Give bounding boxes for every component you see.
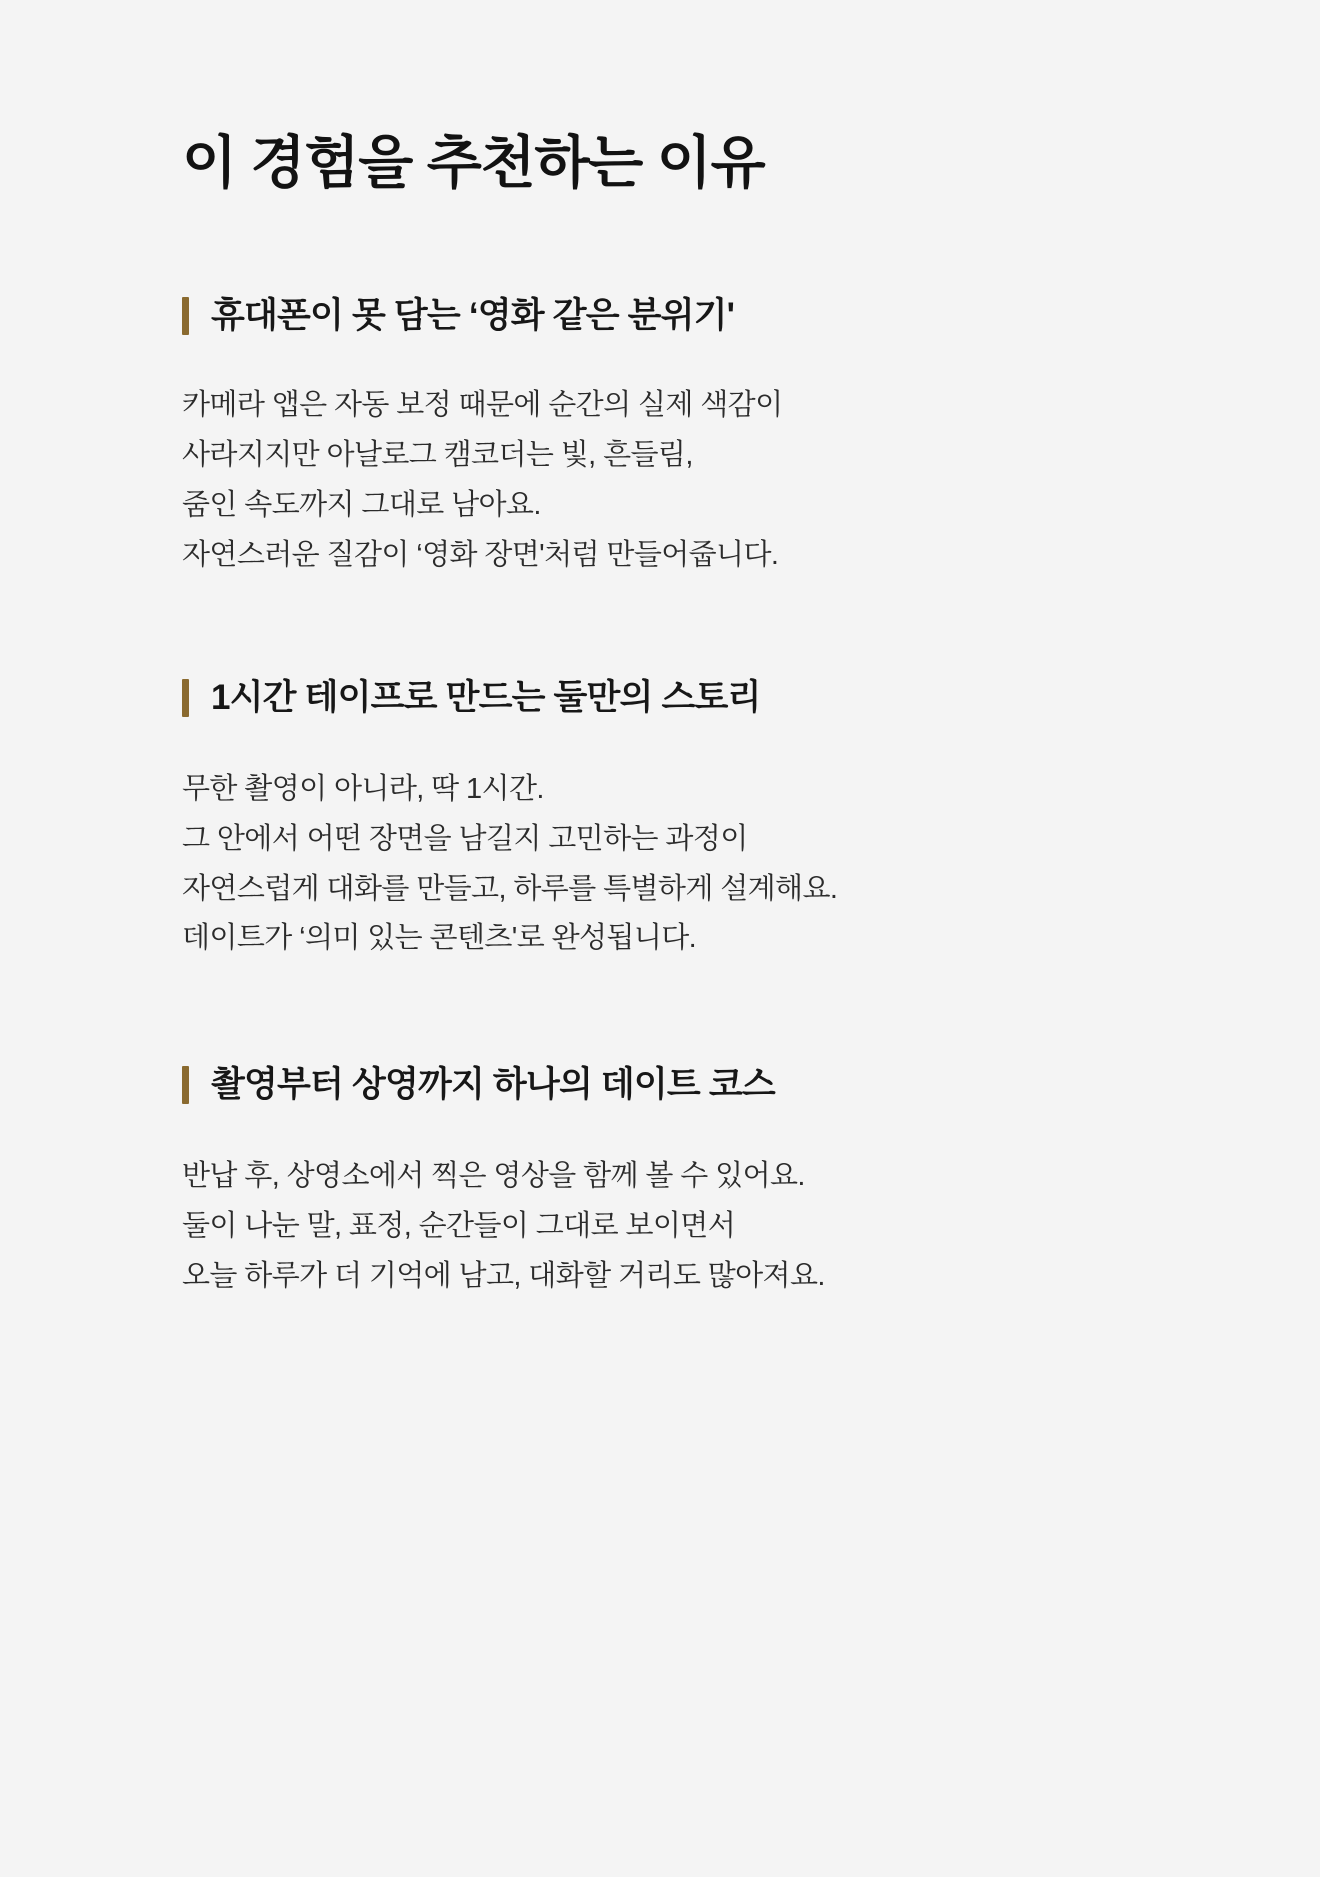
body-line: 줌인 속도까지 그대로 남아요. (182, 489, 541, 521)
reason-section-2 (182, 677, 1170, 965)
section-body-2 (182, 765, 1170, 965)
body-line: 오늘 하루가 더 기억에 남고, 대화할 거리도 많아져요. (182, 1260, 825, 1292)
body-line: 자연스럽게 대화를 만들고, 하루를 특별하게 설계해요. (182, 872, 838, 905)
section-heading-1 (182, 295, 1170, 337)
section-heading-label: 1시간 테이프로 만드는 둘만의 스토리 (211, 677, 761, 717)
section-heading-label: 촬영부터 상영까지 하나의 데이트 코스 (211, 1065, 775, 1105)
accent-bar-icon (182, 679, 189, 717)
body-line: 사라지지만 아날로그 캠코더는 빛, 흔들림, (182, 439, 693, 472)
body-line: 그 안에서 어떤 장면을 남길지 고민하는 과정이 (182, 822, 748, 855)
body-line: 반납 후, 상영소에서 찍은 영상을 함께 볼 수 있어요. (182, 1160, 805, 1193)
reason-section-1 (182, 295, 1170, 581)
section-heading-3 (182, 1064, 1170, 1106)
body-line: 둘이 나눈 말, 표정, 순간들이 그대로 보이면서 (182, 1210, 736, 1243)
section-heading-2 (182, 677, 1170, 719)
body-line: 자연스러운 질감이 ‘영화 장면'처럼 만들어줍니다. (182, 538, 779, 571)
section-body-1 (182, 381, 1170, 581)
accent-bar-icon (182, 297, 189, 335)
section-heading-label: 휴대폰이 못 담는 ‘영화 같은 분위기' (211, 296, 735, 336)
body-line: 무한 촬영이 아니라, 딱 1시간. (182, 772, 544, 805)
page-title: 이 경험을 추천하는 이유 (182, 131, 765, 195)
body-line: 데이트가 ‘의미 있는 콘텐츠'로 완성됩니다. (182, 922, 697, 955)
accent-bar-icon (182, 1066, 189, 1104)
reason-section-3 (182, 1064, 1170, 1302)
section-body-3 (182, 1152, 1170, 1302)
body-line: 카메라 앱은 자동 보정 때문에 순간의 실제 색감이 (182, 389, 783, 422)
